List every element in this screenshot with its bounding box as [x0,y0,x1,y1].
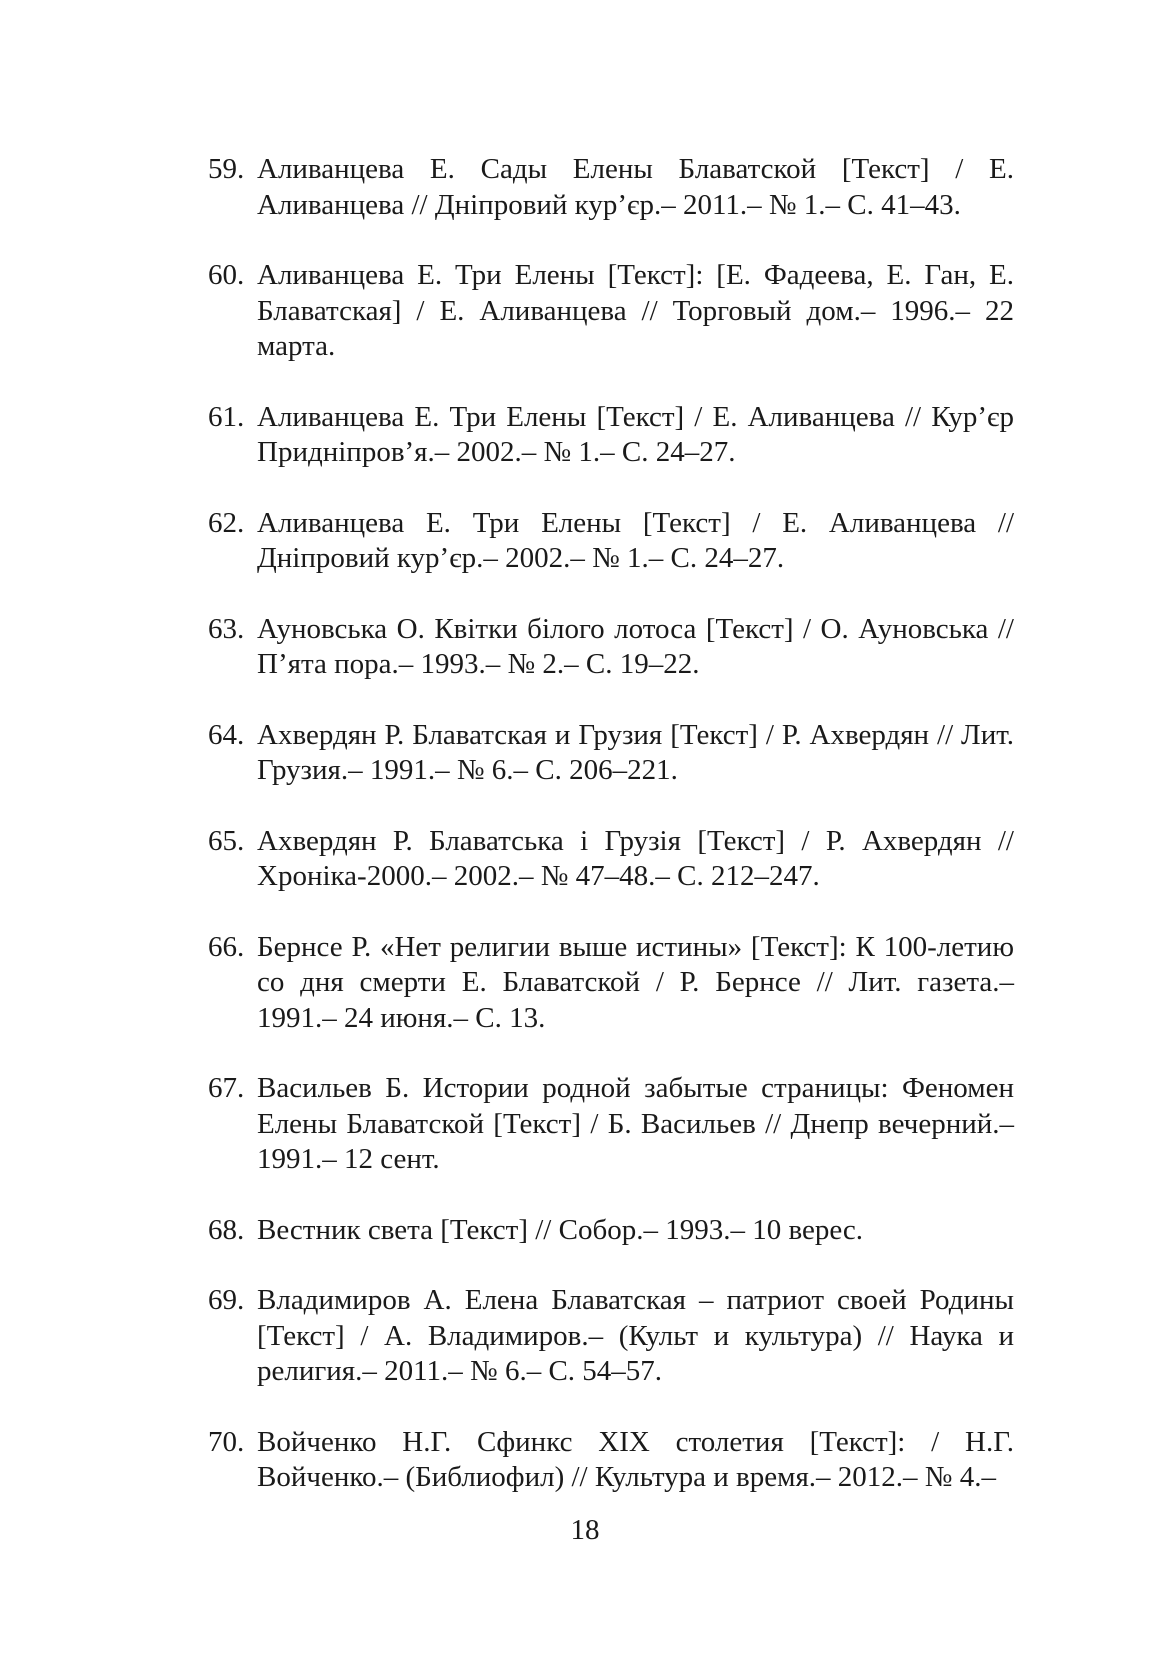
bibliography-entry-63 [208,612,1014,683]
entry-number: 59. [208,153,245,185]
bibliography-entry-64 [208,718,1014,789]
bibliography-entry-59 [208,152,1014,223]
entry-text: Войченко Н.Г. Сфинкс XIX столетия [Текст]: / Н.Г. Войченко.– (Библиофил) // Культура и время.– 2012.– № 4.– [257,1425,1014,1493]
entry-number: 65. [208,824,245,857]
entry-number: 61. [208,400,245,433]
entry-number: 64. [208,718,245,751]
bibliography-entry-67 [208,1071,1014,1178]
bibliography-entry-69 [208,1283,1014,1390]
entry-text: Бернсе Р. «Нет религии выше истины» [Текст]: К 100-летию со дня смерти Е. Блаватской / Р. Бернсе // Лит. газета.– 1991.– 24 июня.– С. 13. [257,930,1014,1034]
entry-text: Ахвердян Р. Блаватская и Грузия [Текст] / Р. Ахвердян // Лит. Грузия.– 1991.– № 6.– С. 206–221. [257,718,1014,786]
entry-text: Аливанцева Е. Три Елены [Текст]: [Е. Фадеева, Е. Ган, Е. Блаватская] / Е. Аливанцева // Торговый дом.– 1996.– 22 марта. [257,259,1014,362]
entry-number: 69. [208,1284,245,1316]
entry-text: Владимиров А. Елена Блаватская – патриот своей Родины [Текст] / А. Владимиров.– (Культ и культура) // Наука и религия.– 2011.– № 6.– С. 54–57. [257,1284,1014,1387]
entry-text: Васильев Б. Истории родной забытые страницы: Феномен Елены Блаватской [Текст] / Б. Васильев // Днепр вечерний.– 1991.– 12 сент. [257,1072,1014,1175]
page-number: 18 [570,1514,600,1546]
entry-text: Ахвердян Р. Блаватська і Грузія [Текст] / Р. Ахвердян // Хроніка-2000.– 2002.– № 47–48.– С. 212–247. [257,824,1014,892]
entry-text: Аливанцева Е. Три Елены [Текст] / Е. Аливанцева // Кур’єр Придніпров’я.– 2002.– № 1.– С. 24–27. [257,400,1014,468]
entry-number: 62. [208,506,245,539]
bibliography-entry-62 [208,506,1014,577]
entry-text: Ауновська О. Квітки білого лотоса [Текст] / О. Ауновська // П’ята пора.– 1993.– № 2.– С. 19–22. [257,612,1014,680]
bibliography-list [208,152,1014,1531]
entry-number: 68. [208,1213,245,1246]
bibliography-entry-70 [208,1425,1014,1496]
bibliography-entry-68 [208,1213,1014,1249]
entry-text: Аливанцева Е. Три Елены [Текст] / Е. Аливанцева // Дніпровий кур’єр.– 2002.– № 1.– С. 24–27. [257,506,1014,574]
entry-number: 60. [208,259,245,291]
entry-text: Аливанцева Е. Сады Елены Блаватской [Текст] / Е. Аливанцева // Дніпровий кур’єр.– 2011.– № 1.– С. 41–43. [257,153,1014,221]
entry-number: 67. [208,1072,245,1104]
bibliography-entry-60 [208,258,1014,365]
entry-number: 66. [208,930,245,963]
entry-number: 63. [208,612,245,645]
bibliography-entry-61 [208,400,1014,471]
entry-number: 70. [208,1425,245,1458]
bibliography-entry-66 [208,930,1014,1037]
bibliography-entry-65 [208,824,1014,895]
entry-text: Вестник света [Текст] // Собор.– 1993.– 10 верес. [257,1213,864,1246]
